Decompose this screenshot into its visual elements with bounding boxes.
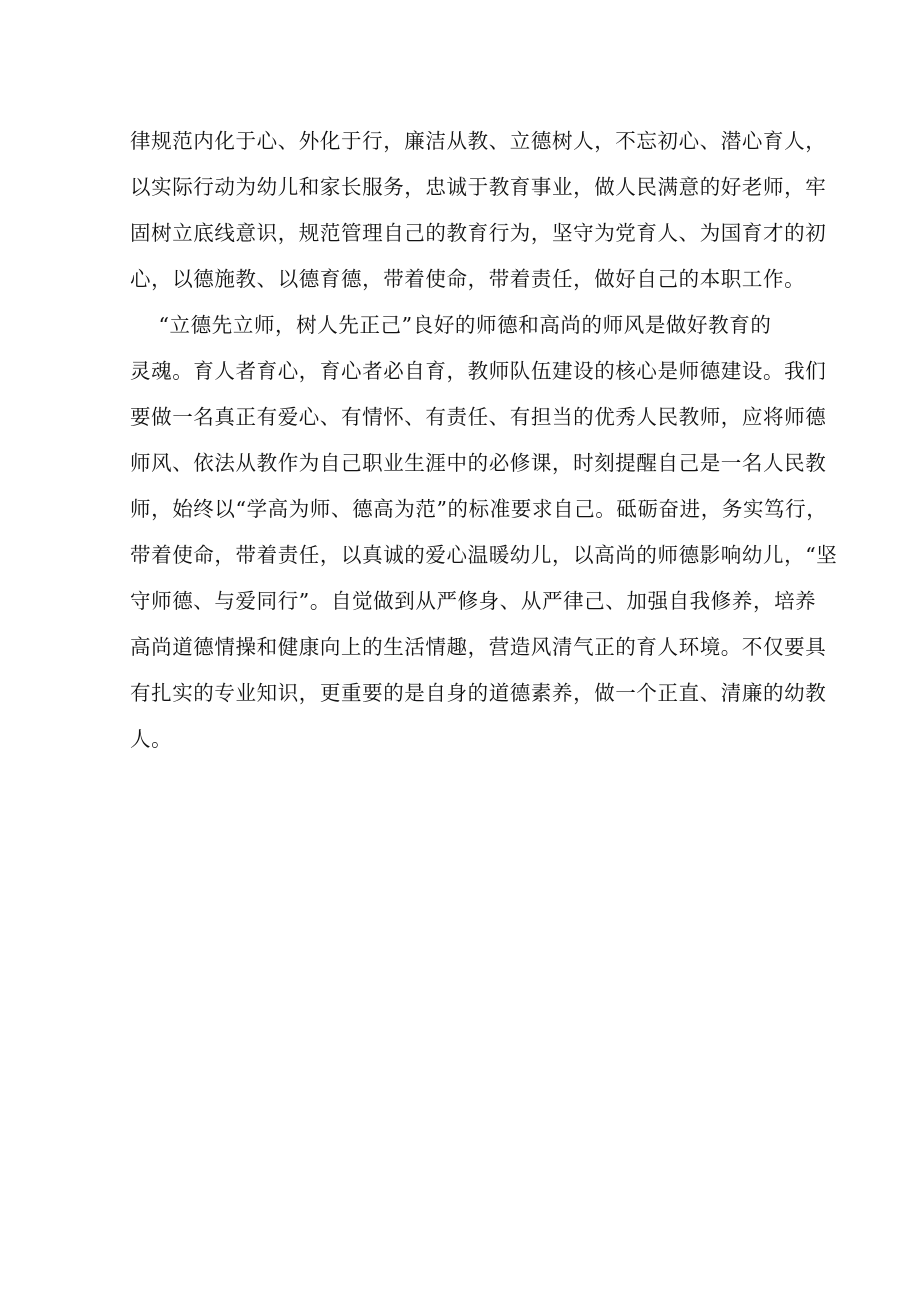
paragraph-line: 师，始终以“学高为师、德高为范”的标准要求自己。砥砺奋进，务实笃行， — [130, 497, 828, 521]
paragraph-line: 固树立底线意识，规范管理自己的教育行为，坚守为党育人、为国育才的初 — [130, 221, 827, 245]
paragraph-line: “立德先立师，树人先正己”良好的师德和高尚的师风是做好教育的 — [130, 313, 772, 337]
document-body — [130, 118, 838, 762]
paragraph-line: 守师德、与爱同行”。自觉做到从严修身、从严律己、加强自我修养，培养 — [130, 589, 817, 613]
paragraph-line: 人。 — [130, 727, 173, 751]
paragraph-line: 灵魂。育人者育心，育心者必自育，教师队伍建设的核心是师德建设。我们 — [130, 359, 827, 383]
paragraph-line: 高尚道德情操和健康向上的生活情趣，营造风清气正的育人环境。不仅要具 — [130, 635, 827, 659]
paragraph-line: 要做一名真正有爱心、有情怀、有责任、有担当的优秀人民教师，应将师德 — [130, 405, 827, 429]
paragraph-2 — [130, 302, 838, 762]
paragraph-line: 带着使命，带着责任，以真诚的爱心温暖幼儿，以高尚的师德影响幼儿，“坚 — [130, 543, 838, 567]
paragraph-line: 师风、依法从教作为自己职业生涯中的必修课，时刻提醒自己是一名人民教 — [130, 451, 827, 475]
paragraph-line: 有扎实的专业知识，更重要的是自身的道德素养，做一个正直、清廉的幼教 — [130, 681, 827, 705]
paragraph-1 — [130, 118, 827, 302]
paragraph-line: 心，以德施教、以德育德，带着使命，带着责任，做好自己的本职工作。 — [130, 267, 806, 291]
paragraph-line: 律规范内化于心、外化于行，廉洁从教、立德树人，不忘初心、潜心育人， — [130, 129, 827, 153]
paragraph-line: 以实际行动为幼儿和家长服务，忠诚于教育事业，做人民满意的好老师，牢 — [130, 175, 827, 199]
